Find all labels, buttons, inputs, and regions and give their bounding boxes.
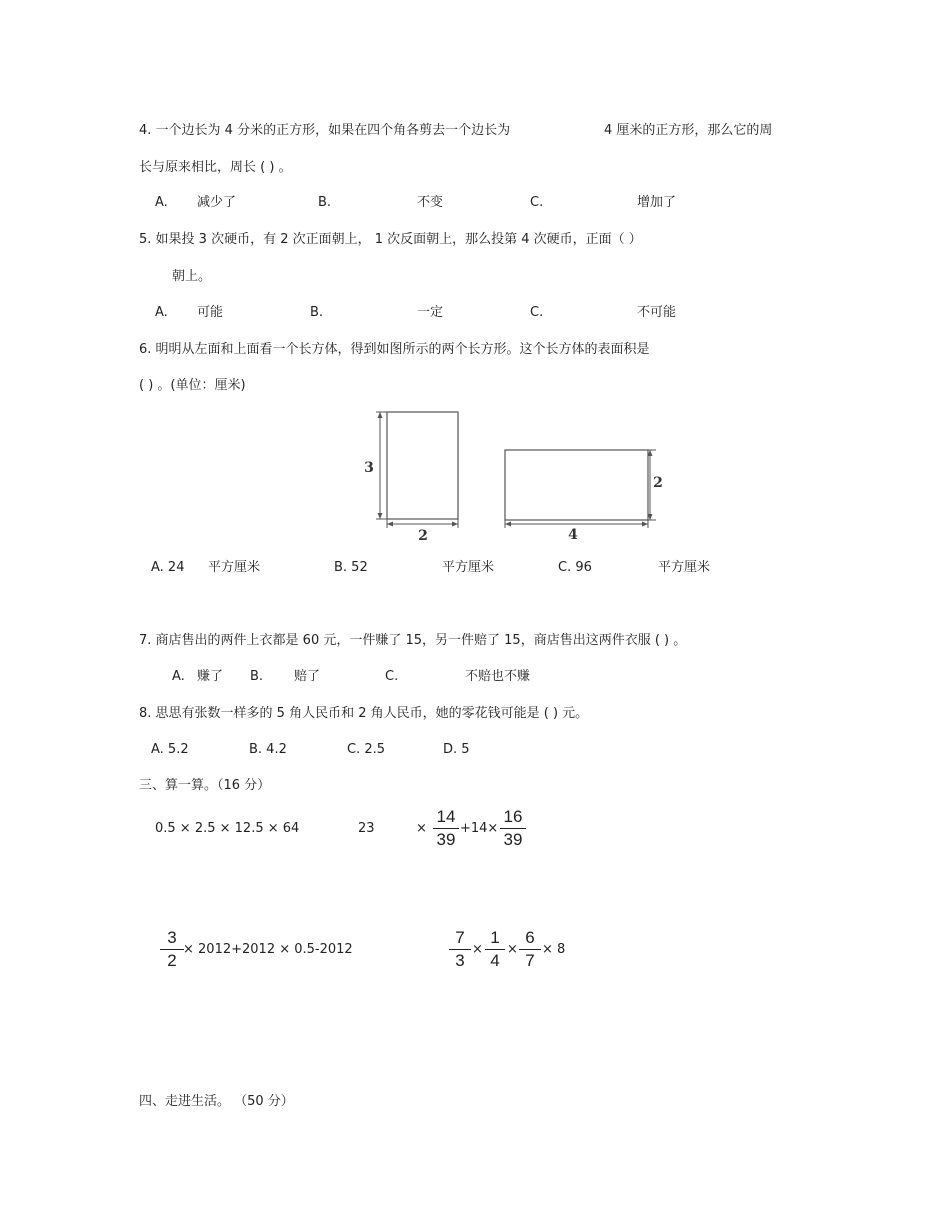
fraction-numerator: 6 <box>525 928 535 947</box>
q5-option-c-text: 不可能 <box>637 305 677 320</box>
left-height-label: 3 <box>364 460 374 476</box>
q6-option-a-label: A. 24 <box>151 560 185 575</box>
q7-option-a-letter: A. <box>172 669 185 684</box>
section4-title: 四、走进生活。 （50 分） <box>139 1094 294 1109</box>
q7-option-b-text: 赔了 <box>294 669 321 684</box>
q7-option-c-text: 不赔也不赚 <box>465 669 531 684</box>
fraction-bar <box>485 949 505 950</box>
fraction-denominator: 2 <box>167 951 177 970</box>
q7-line1: 7. 商店售出的两件上衣都是 60 元，一件赚了 15，另一件赔了 15，商店售出这两件衣服 ( ) 。 <box>139 633 687 648</box>
q8-option-a: A. 5.2 <box>151 742 189 757</box>
fraction-denominator: 39 <box>436 830 456 849</box>
expr1: 0.5 × 2.5 × 12.5 × 64 <box>155 821 300 836</box>
q4-line1: 4. 一个边长为 4 分米的正方形，如果在四个角各剪去一个边长为 <box>139 123 511 138</box>
expr4-times-2: × <box>507 942 518 957</box>
q4-option-b-text: 不变 <box>417 195 444 210</box>
q6-option-a-unit: 平方厘米 <box>208 560 261 575</box>
fraction-numerator: 16 <box>503 807 523 826</box>
fraction-bar <box>433 828 459 829</box>
expr3-fraction <box>160 928 184 971</box>
q8-option-d: D. 5 <box>443 742 470 757</box>
fraction-denominator: 3 <box>455 951 465 970</box>
fraction-bar <box>519 949 541 950</box>
q5-line1: 5. 如果投 3 次硬币，有 2 次正面朝上， 1 次反面朝上，那么投第 4 次硬币，正面（ ） <box>139 232 642 247</box>
fraction-bar <box>500 828 526 829</box>
q8-line1: 8. 思思有张数一样多的 5 角人民币和 2 角人民币，她的零花钱可能是 ( ) 元。 <box>139 706 589 721</box>
q6-line2: ( ) 。(单位：厘米) <box>139 378 246 393</box>
q8-option-b: B. 4.2 <box>249 742 287 757</box>
right-width-label: 4 <box>568 527 578 543</box>
expr2-fraction-2 <box>500 807 526 850</box>
expr2-times: × <box>416 821 427 836</box>
q7-option-b-letter: B. <box>250 669 264 684</box>
fraction-numerator: 1 <box>490 928 500 947</box>
top-view-rectangle <box>505 450 656 528</box>
section3-title: 三、算一算。（16 分） <box>139 778 271 793</box>
fraction-bar <box>160 949 184 950</box>
fraction-denominator: 39 <box>503 830 523 849</box>
expr2-mid: +14× <box>460 821 499 836</box>
fraction-numerator: 7 <box>455 928 465 947</box>
fraction-denominator: 4 <box>490 951 500 970</box>
fraction-bar <box>449 949 471 950</box>
right-height-label: 2 <box>653 475 663 491</box>
fraction-denominator: 7 <box>525 951 535 970</box>
expr4-fraction-2 <box>485 928 505 971</box>
q4-option-a-text: 减少了 <box>197 195 237 210</box>
q6-option-b-unit: 平方厘米 <box>442 560 495 575</box>
q4-option-b-letter: B. <box>318 195 332 210</box>
q4-option-c-letter: C. <box>530 195 544 210</box>
q7-option-a-text: 赚了 <box>197 669 224 684</box>
q4-option-c-text: 增加了 <box>637 195 677 210</box>
expr4-fraction-1 <box>449 928 471 971</box>
expr4-times-1: × <box>472 942 483 957</box>
q5-option-c-letter: C. <box>530 305 544 320</box>
expr3-rest: × 2012+2012 × 0.5-2012 <box>183 942 353 957</box>
expr2-fraction-1 <box>433 807 459 850</box>
fraction-numerator: 3 <box>167 928 177 947</box>
left-width-label: 2 <box>418 528 428 544</box>
q6-figure <box>360 405 670 545</box>
fraction-numerator: 14 <box>436 807 456 826</box>
q5-option-a-letter: A. <box>155 305 168 320</box>
left-view-rectangle <box>376 412 458 528</box>
q6-option-b-label: B. 52 <box>334 560 368 575</box>
q5-option-b-text: 一定 <box>417 305 444 320</box>
q6-line1: 6. 明明从左面和上面看一个长方体，得到如图所示的两个长方形。这个长方体的表面积是 <box>139 342 650 357</box>
q4-line1-cont: 4 厘米的正方形，那么它的周 <box>604 123 773 138</box>
expr4-tail: × 8 <box>542 942 566 957</box>
q6-option-c-label: C. 96 <box>558 560 592 575</box>
q8-option-c: C. 2.5 <box>347 742 386 757</box>
q4-option-a-letter: A. <box>155 195 168 210</box>
q5-option-a-text: 可能 <box>197 305 224 320</box>
q7-option-c-letter: C. <box>385 669 399 684</box>
q5-line2: 朝上。 <box>172 269 212 284</box>
expr2-lead: 23 <box>358 821 375 836</box>
q6-option-c-unit: 平方厘米 <box>658 560 711 575</box>
q4-line2: 长与原来相比，周长 ( ) 。 <box>139 160 292 175</box>
expr4-fraction-3 <box>519 928 541 971</box>
q5-option-b-letter: B. <box>310 305 324 320</box>
